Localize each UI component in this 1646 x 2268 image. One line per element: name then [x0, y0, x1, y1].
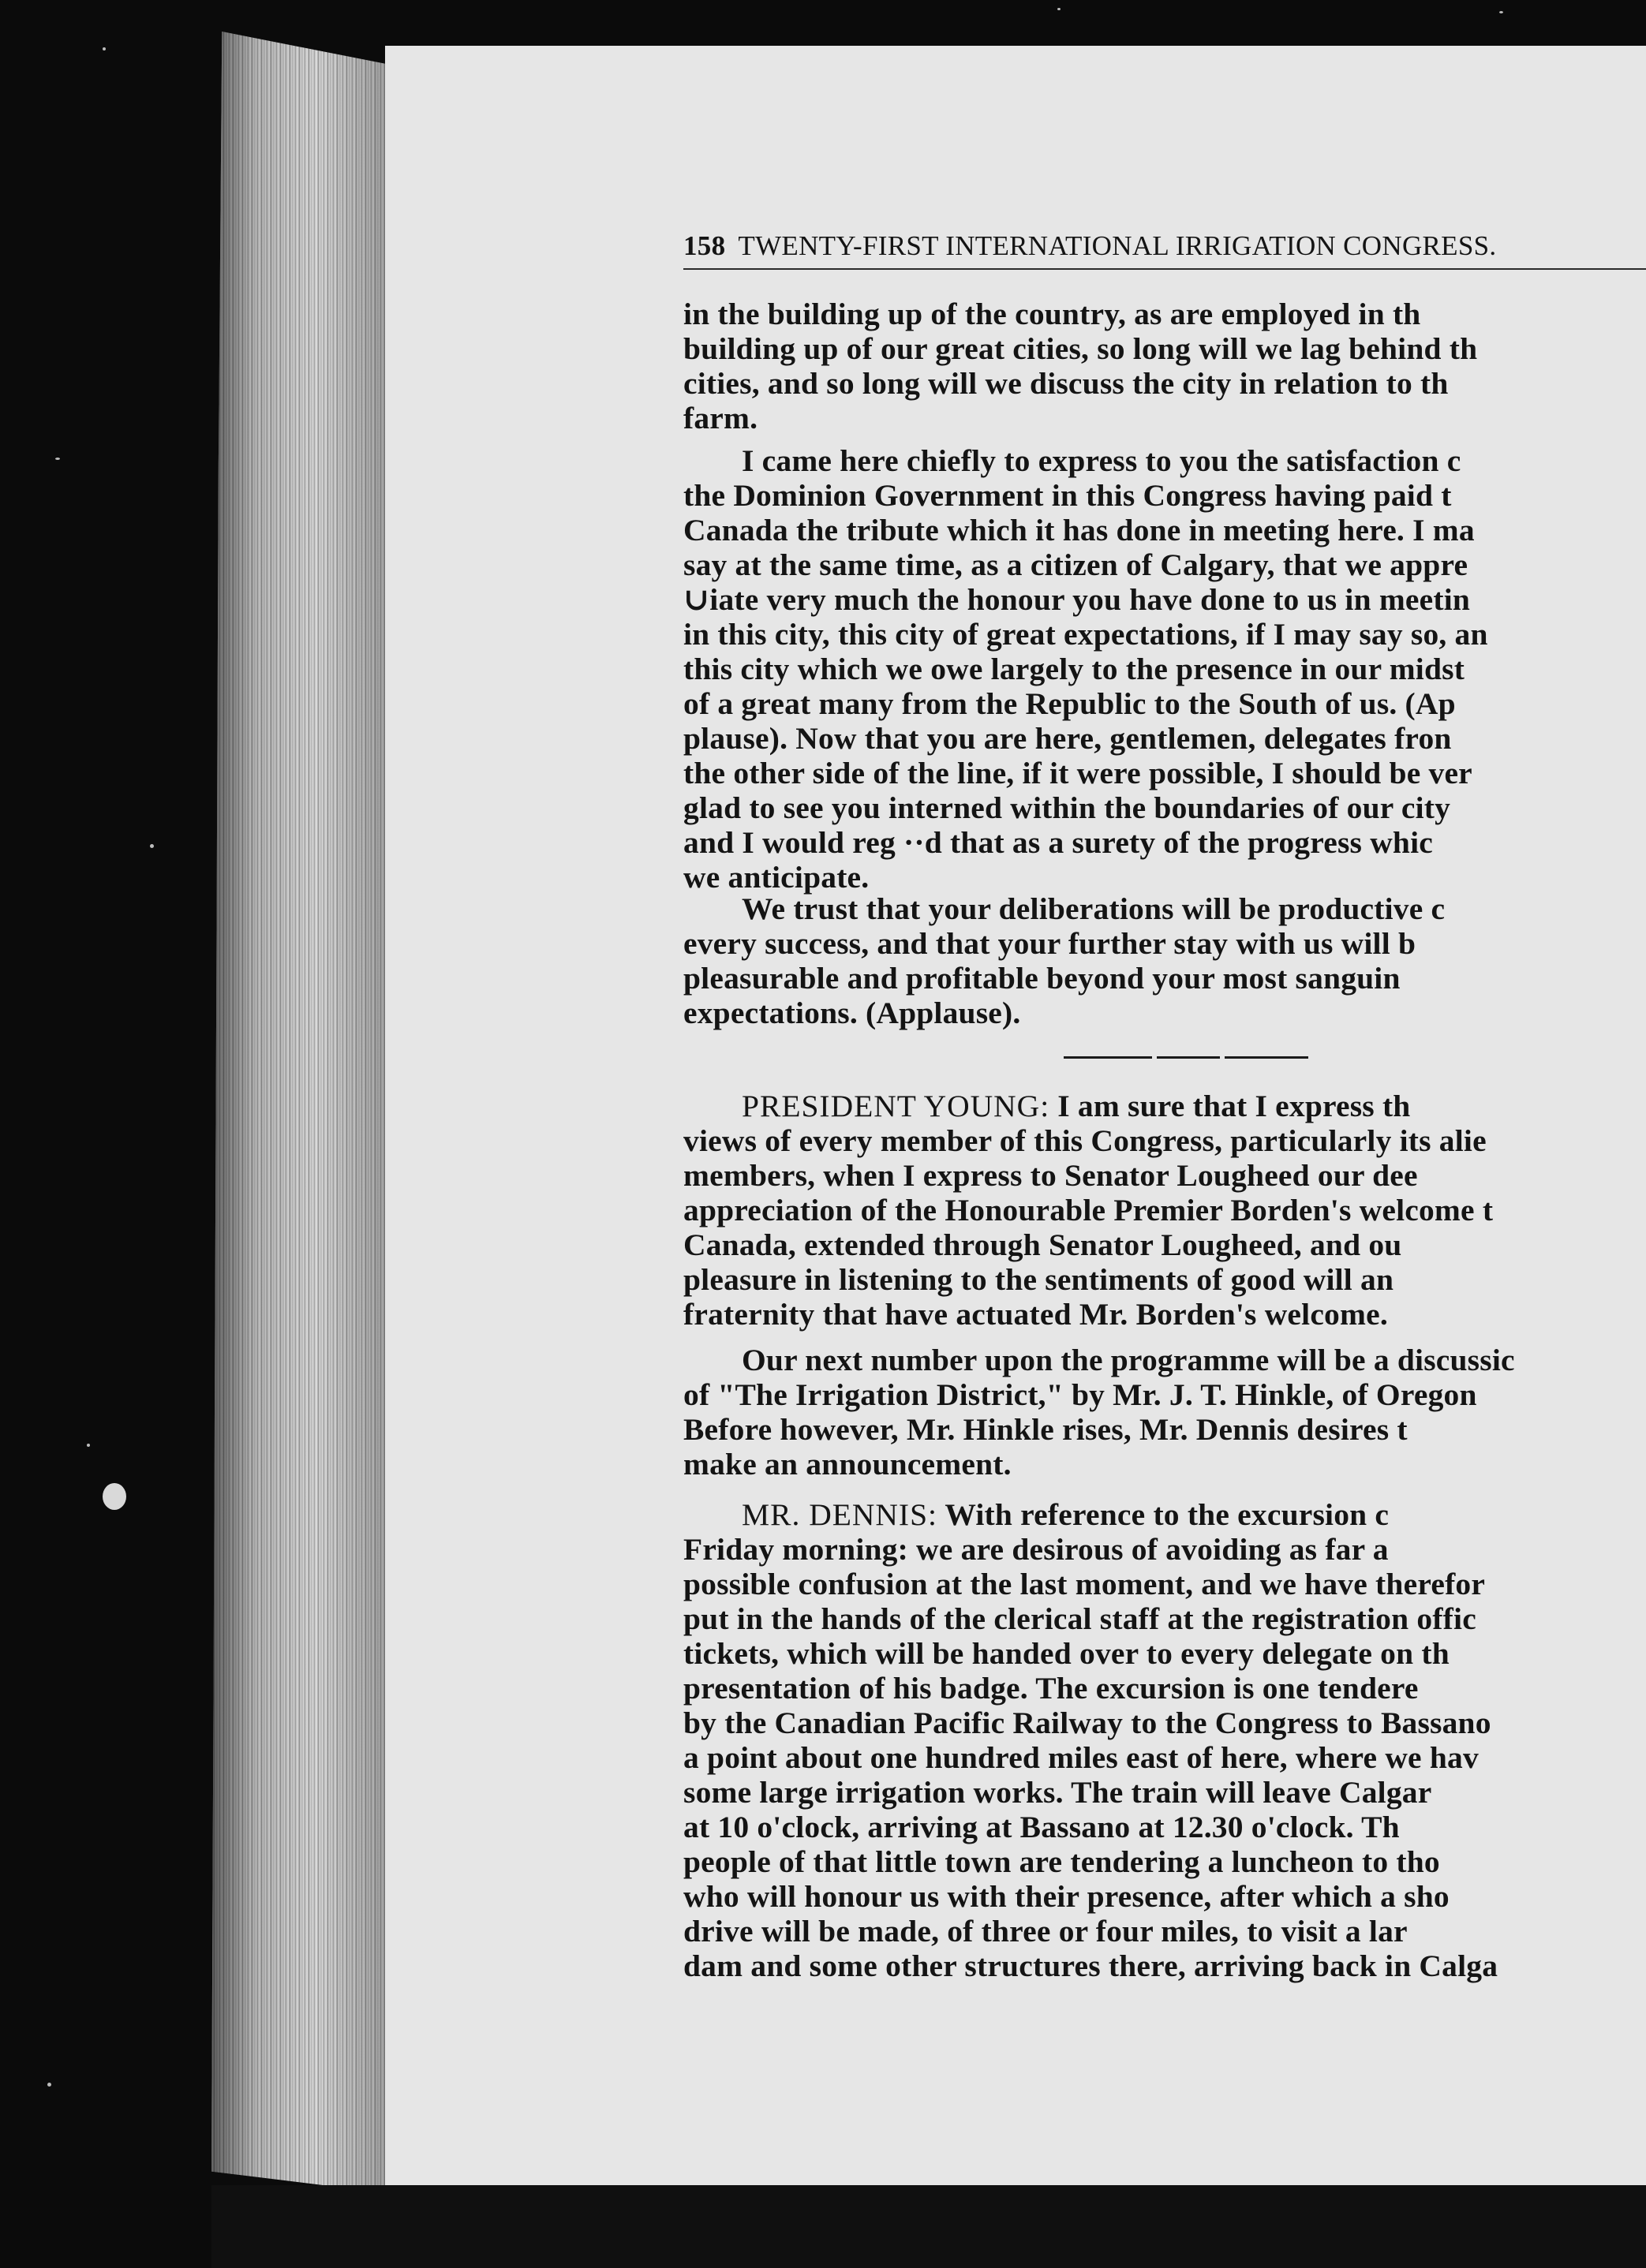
text-line: cities, and so long will we discuss the city in relation to th [683, 366, 1449, 401]
dust-speck [47, 2083, 51, 2087]
text-line: and I would reg ··d that as a surety of the progress whic [683, 825, 1433, 860]
dust-speck [1499, 11, 1503, 13]
text-line: Before however, Mr. Hinkle rises, Mr. Dennis desires t [683, 1412, 1408, 1447]
paragraph [683, 1343, 1515, 1481]
dust-speck [150, 844, 154, 848]
text-line: pleasurable and profitable beyond your most sanguin [683, 961, 1401, 996]
text-line: drive will be made, of three or four miles, to visit a lar [683, 1914, 1408, 1949]
text-line: We trust that your deliberations will be productive c [742, 891, 1446, 926]
text-line: the Dominion Government in this Congress having paid t [683, 478, 1452, 513]
text-line: who will honour us with their presence, after which a sho [683, 1879, 1450, 1914]
text-line: views of every member of this Congress, particularly its alie [683, 1123, 1487, 1158]
divider-gap [1152, 1055, 1157, 1060]
text-line: a point about one hundred miles east of here, where we hav [683, 1740, 1479, 1775]
text-line: tickets, which will be handed over to every delegate on th [683, 1636, 1450, 1671]
text-line: every success, and that your further stay with us will b [683, 926, 1416, 961]
dust-speck [103, 1483, 126, 1510]
divider-gap [1220, 1055, 1225, 1060]
speaker-name: PRESIDENT YOUNG: [742, 1089, 1050, 1123]
text-line: the other side of the line, if it were possible, I should be ver [683, 756, 1472, 790]
section-divider [1064, 1056, 1308, 1059]
page-number: 158 [683, 230, 726, 261]
text-line: at 10 o'clock, arriving at Bassano at 12.30 o'clock. Th [683, 1810, 1400, 1844]
text-line [683, 1497, 1498, 1532]
page-bottom-shadow [211, 2185, 1646, 2268]
paragraph [683, 297, 1477, 435]
text-line: by the Canadian Pacific Railway to the Congress to Bassano [683, 1706, 1491, 1740]
speech-text: With reference to the excursion c [937, 1497, 1390, 1532]
text-line: glad to see you interned within the boundaries of our city [683, 790, 1451, 825]
text-line: Canada the tribute which it has done in meeting here. I ma [683, 513, 1475, 547]
text-line: put in the hands of the clerical staff at the registration offic [683, 1601, 1476, 1636]
text-line: of a great many from the Republic to the South of us. (Ap [683, 686, 1456, 721]
text-line: people of that little town are tendering a luncheon to tho [683, 1844, 1440, 1879]
text-line: expectations. (Applause). [683, 996, 1021, 1030]
dust-speck [87, 1444, 90, 1447]
header-rule [683, 268, 1646, 270]
text-line: presentation of his badge. The excursion is one tendere [683, 1671, 1419, 1706]
text-line: possible confusion at the last moment, and we have therefor [683, 1567, 1486, 1601]
text-line: building up of our great cities, so long will we lag behind th [683, 331, 1478, 366]
speech-paragraph [683, 1497, 1498, 1983]
text-line: fraternity that have actuated Mr. Borden's welcome. [683, 1297, 1388, 1332]
paragraph [683, 443, 1488, 895]
text-line: make an announcement. [683, 1447, 1012, 1481]
text-line: in this city, this city of great expectations, if I may say so, an [683, 617, 1488, 652]
text-line: of "The Irrigation District," by Mr. J. T. Hinkle, of Oregon [683, 1377, 1477, 1412]
text-line: Canada, extended through Senator Lougheed, and ou [683, 1227, 1402, 1262]
text-line: this city which we owe largely to the presence in our midst [683, 652, 1465, 686]
dust-speck [55, 458, 60, 460]
text-line: Friday morning: we are desirous of avoiding as far a [683, 1532, 1389, 1567]
text-line: members, when I express to Senator Lougheed our dee [683, 1158, 1418, 1193]
running-header [683, 230, 1496, 262]
page-stack-shadow [211, 32, 387, 2193]
text-line: dam and some other structures there, arriving back in Calga [683, 1949, 1498, 1983]
speech-text: I am sure that I express th [1049, 1089, 1411, 1123]
speaker-name: MR. DENNIS: [742, 1497, 938, 1532]
text-line: we anticipate. [683, 860, 870, 895]
dust-speck [103, 47, 106, 50]
text-line: appreciation of the Honourable Premier Borden's welcome t [683, 1193, 1494, 1227]
speech-paragraph [683, 1089, 1493, 1332]
text-line: in the building up of the country, as are employed in th [683, 297, 1421, 331]
running-title: TWENTY-FIRST INTERNATIONAL IRRIGATION CONGRESS. [738, 230, 1497, 261]
text-line: say at the same time, as a citizen of Calgary, that we appre [683, 547, 1468, 582]
text-line: Our next number upon the programme will be a discussic [742, 1343, 1515, 1377]
text-line: farm. [683, 401, 758, 435]
text-line: ∪iate very much the honour you have done to us in meetin [683, 582, 1471, 617]
text-line: I came here chiefly to express to you the satisfaction c [742, 443, 1461, 478]
text-line: some large irrigation works. The train will leave Calgar [683, 1775, 1432, 1810]
text-line [683, 1089, 1493, 1123]
paragraph [683, 891, 1445, 1030]
text-line: plause). Now that you are here, gentlemen, delegates fron [683, 721, 1452, 756]
dust-speck [1057, 8, 1061, 10]
text-line: pleasure in listening to the sentiments of good will an [683, 1262, 1394, 1297]
